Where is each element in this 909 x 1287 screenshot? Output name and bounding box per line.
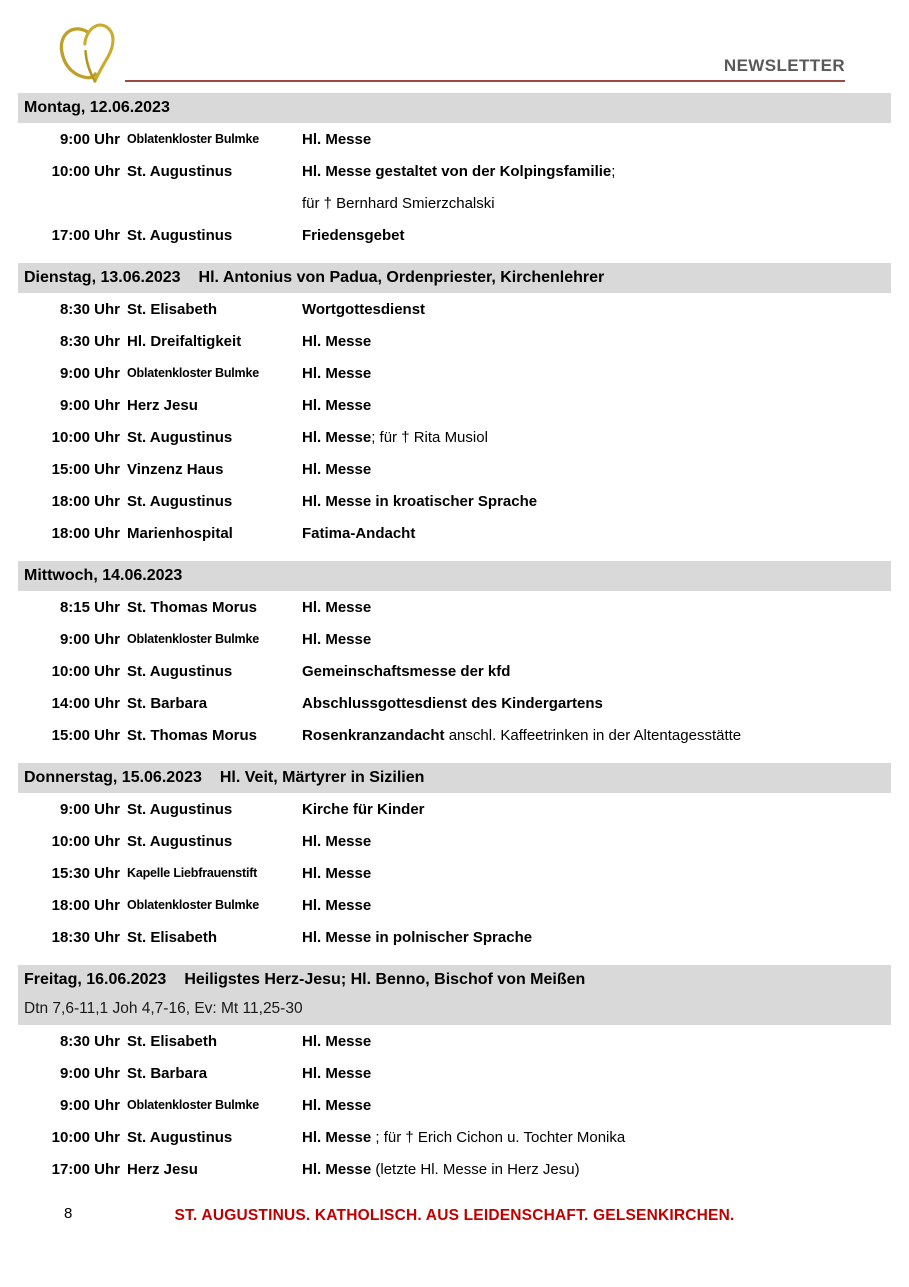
schedule-row [18,325,891,357]
day-header-line [24,763,885,793]
event-title: Hl. Messe in polnischer Sprache [302,928,533,946]
event-time: 9:00 Uhr [59,800,120,818]
day-header-line [24,93,885,123]
event-time: 18:30 Uhr [51,928,120,946]
event-description [302,1065,891,1082]
event-title: Hl. Messe [302,428,372,446]
event-time: 18:00 Uhr [51,524,120,542]
day-header-line [24,561,885,591]
day-title: Montag, 12.06.2023 [24,99,170,116]
event-location: St. Elisabeth [127,300,218,318]
event-time: 8:30 Uhr [59,332,120,350]
event-description [302,301,891,318]
schedule-row [18,1153,891,1185]
schedule-row [18,1121,891,1153]
event-title: Hl. Messe [302,832,372,850]
day-title: Donnerstag, 15.06.2023 [24,769,202,786]
event-detail: ; für † Rita Musiol [371,428,488,446]
event-title: Hl. Messe in kroatischer Sprache [302,492,538,510]
event-location: St. Augustinus [127,226,233,244]
event-description [302,525,891,542]
event-location: St. Augustinus [127,800,233,818]
event-intention: für † Bernhard Smierzchalski [302,194,495,212]
day-section-mittwoch [18,561,891,751]
event-title: Hl. Messe [302,332,372,350]
event-title: Fatima-Andacht [302,524,416,542]
event-description [302,429,891,446]
event-time: 9:00 Uhr [59,130,120,148]
schedule-row [18,357,891,389]
event-location: St. Elisabeth [127,928,218,946]
event-description [302,1161,891,1178]
event-title: Hl. Messe [302,1160,372,1178]
event-location: Herz Jesu [127,396,198,414]
event-time: 9:00 Uhr [59,364,120,382]
event-description [302,163,891,180]
schedule-content [18,93,891,1229]
event-description [302,493,891,510]
event-time: 9:00 Uhr [59,630,120,648]
event-description [302,695,891,712]
event-description [302,227,891,244]
event-time: 8:15 Uhr [59,598,120,616]
event-description [302,929,891,946]
event-description [302,397,891,414]
event-location: Vinzenz Haus [127,460,224,478]
event-detail: ; [611,162,616,180]
event-location: St. Thomas Morus [127,598,258,616]
day-section-donnerstag [18,763,891,953]
event-title: Hl. Messe [302,1032,372,1050]
schedule-row [18,623,891,655]
event-description [302,1129,891,1146]
page-number: 8 [64,1205,73,1222]
day-header-line [24,263,885,293]
event-description [302,663,891,680]
event-time: 10:00 Uhr [51,662,120,680]
event-location: Oblatenkloster Bulmke [127,1098,259,1112]
schedule-row [18,1025,891,1057]
schedule-row [18,793,891,825]
event-description [302,1033,891,1050]
event-time: 9:00 Uhr [59,396,120,414]
event-detail: ; für † Erich Cichon u. Tochter Monika [371,1128,626,1146]
schedule-row [18,219,891,251]
schedule-row [18,889,891,921]
event-location: Marienhospital [127,524,233,542]
day-section-freitag [18,965,891,1185]
schedule-row [18,293,891,325]
event-time: 10:00 Uhr [51,1128,120,1146]
event-location: St. Barbara [127,694,208,712]
event-time: 14:00 Uhr [51,694,120,712]
event-location: St. Elisabeth [127,1032,218,1050]
event-time: 15:00 Uhr [51,726,120,744]
event-time: 18:00 Uhr [51,896,120,914]
schedule-row [18,123,891,155]
event-description [302,131,891,148]
header-rule [125,80,845,82]
event-detail: (letzte Hl. Messe in Herz Jesu) [371,1160,580,1178]
event-description [302,599,891,616]
event-time: 17:00 Uhr [51,1160,120,1178]
event-description [302,333,891,350]
event-description [302,631,891,648]
event-location: St. Barbara [127,1064,208,1082]
schedule-row [18,825,891,857]
day-header-line [24,965,885,995]
event-description [302,365,891,382]
day-subtitle: Hl. Veit, Märtyrer in Sizilien [219,769,425,786]
event-location: Oblatenkloster Bulmke [127,632,259,646]
footer-slogan: ST. AUGUSTINUS. KATHOLISCH. AUS LEIDENSCHAFT. GELSENKIRCHEN. [174,1207,735,1224]
event-time: 9:00 Uhr [59,1064,120,1082]
event-time: 8:30 Uhr [59,300,120,318]
event-title: Wortgottesdienst [302,300,426,318]
schedule-row [18,1057,891,1089]
event-location: St. Augustinus [127,1128,233,1146]
event-description [302,461,891,478]
event-time: 18:00 Uhr [51,492,120,510]
event-location: St. Augustinus [127,832,233,850]
schedule-row [18,517,891,549]
event-description [302,801,891,818]
event-description [302,865,891,882]
event-location: St. Augustinus [127,428,233,446]
day-header [18,263,891,293]
event-location: St. Augustinus [127,662,233,680]
event-title: Hl. Messe [302,598,372,616]
schedule-row [18,857,891,889]
schedule-row [18,453,891,485]
schedule-row [18,421,891,453]
schedule-row [18,485,891,517]
day-subtitle: Hl. Antonius von Padua, Ordenpriester, Kirchenlehrer [198,269,605,286]
heart-logo-icon [54,20,122,95]
event-location: Oblatenkloster Bulmke [127,898,259,912]
event-description [302,833,891,850]
event-title: Abschlussgottesdienst des Kindergartens [302,694,603,712]
event-time: 10:00 Uhr [51,162,120,180]
event-title: Friedensgebet [302,226,405,244]
event-title: Hl. Messe [302,364,372,382]
day-title: Freitag, 16.06.2023 [24,971,167,988]
day-header [18,763,891,793]
event-time: 9:00 Uhr [59,1096,120,1114]
event-location: Kapelle Liebfrauenstift [127,866,258,880]
page-header [0,0,909,93]
event-location: Oblatenkloster Bulmke [127,366,259,380]
event-time: 17:00 Uhr [51,226,120,244]
day-readings: Dtn 7,6-11,1 Joh 4,7-16, Ev: Mt 11,25-30 [24,1000,303,1017]
event-description [302,727,891,744]
event-title: Hl. Messe [302,1064,372,1082]
event-time: 15:30 Uhr [51,864,120,882]
event-time: 10:00 Uhr [51,428,120,446]
day-title: Mittwoch, 14.06.2023 [24,567,183,584]
event-title: Hl. Messe [302,896,372,914]
schedule-row [18,655,891,687]
schedule-row [18,591,891,623]
event-location: St. Augustinus [127,492,233,510]
event-location: Herz Jesu [127,1160,198,1178]
day-section-dienstag [18,263,891,549]
schedule-row [18,921,891,953]
event-time: 8:30 Uhr [59,1032,120,1050]
day-header [18,965,891,1025]
page-footer [18,1203,891,1229]
event-title: Gemeinschaftsmesse der kfd [302,662,511,680]
day-header [18,561,891,591]
event-time: 15:00 Uhr [51,460,120,478]
schedule-row [18,155,891,187]
schedule-row [18,1089,891,1121]
newsletter-title: NEWSLETTER [723,56,845,75]
event-location: St. Thomas Morus [127,726,258,744]
schedule-row [18,687,891,719]
event-title: Hl. Messe [302,460,372,478]
event-title: Hl. Messe [302,630,372,648]
day-header [18,93,891,123]
event-title: Kirche für Kinder [302,800,425,818]
event-time: 10:00 Uhr [51,832,120,850]
day-subtitle: Heiligstes Herz-Jesu; Hl. Benno, Bischof von Meißen [184,971,586,988]
event-title: Rosenkranzandacht [302,726,445,744]
event-title: Hl. Messe [302,1128,372,1146]
event-detail: anschl. Kaffeetrinken in der Altentagesstätte [444,726,742,744]
day-section-montag [18,93,891,251]
event-title: Hl. Messe [302,396,372,414]
day-title: Dienstag, 13.06.2023 [24,269,181,286]
event-location: Hl. Dreifaltigkeit [127,332,242,350]
event-description [302,195,891,212]
schedule-row [18,389,891,421]
event-title: Hl. Messe [302,1096,372,1114]
event-location: Oblatenkloster Bulmke [127,132,259,146]
event-description [302,897,891,914]
event-title: Hl. Messe gestaltet von der Kolpingsfamilie [302,162,612,180]
event-description [302,1097,891,1114]
event-location: St. Augustinus [127,162,233,180]
schedule-row-continuation [18,187,891,219]
event-title: Hl. Messe [302,130,372,148]
event-title: Hl. Messe [302,864,372,882]
schedule-row [18,719,891,751]
